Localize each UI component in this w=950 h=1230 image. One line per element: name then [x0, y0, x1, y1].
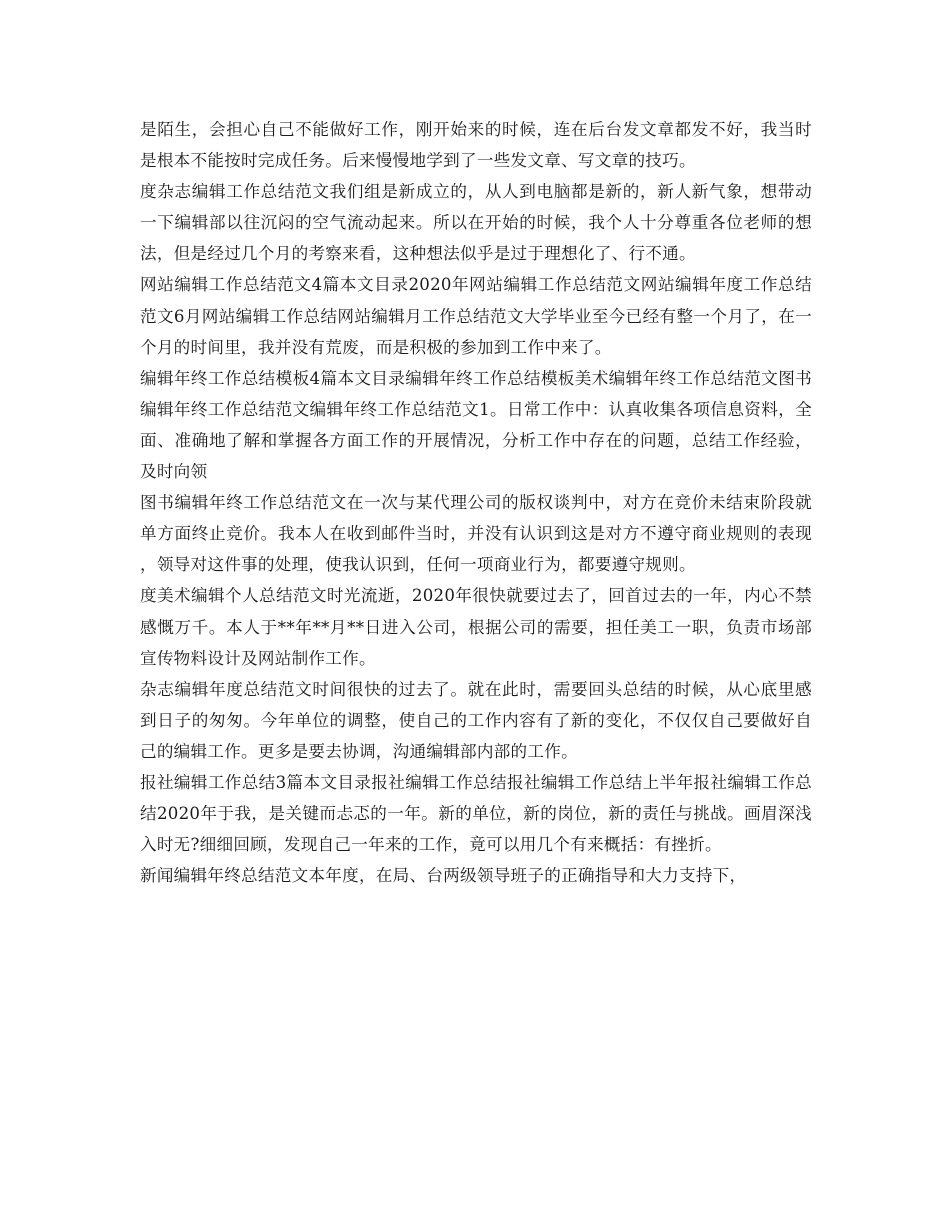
paragraph-2: 度杂志编辑工作总结范文我们组是新成立的，从人到电脑都是新的，新人新气象，想带动一下编辑部以往沉闷的空气流动起来。所以在开始的时候，我个人十分尊重各位老师的想法，但是经过几个月的考察来看，这种想法似乎是过于理想化了、行不通。	[140, 182, 812, 264]
document-body	[140, 114, 812, 891]
paragraph-6: 度美术编辑个人总结范文时光流逝，2020年很快就要过去了，回首过去的一年，内心不禁感慨万千。本人于**年**月**日进入公司，根据公司的需要，担任美工一职，负责市场部宣传物料设计及网站制作工作。	[140, 586, 812, 668]
paragraph-3: 网站编辑工作总结范文4篇本文目录2020年网站编辑工作总结范文网站编辑年度工作总结范文6月网站编辑工作总结网站编辑月工作总结范文大学毕业至今已经有整一个月了，在一个月的时间里，我并没有荒废，而是积极的参加到工作中来了。	[140, 275, 812, 357]
paragraph-9: 新闻编辑年终总结范文本年度，在局、台两级领导班子的正确指导和大力支持下，	[140, 866, 747, 886]
paragraph-8: 报社编辑工作总结3篇本文目录报社编辑工作总结报社编辑工作总结上半年报社编辑工作总结2020年于我，是关键而忐忑的一年。新的单位，新的岗位，新的责任与挑战。画眉深浅入时无?细细回顾，发现自己一年来的工作，竟可以用几个有来概括：有挫折。	[140, 772, 812, 855]
paragraph-5: 图书编辑年终工作总结范文在一次与某代理公司的版权谈判中，对方在竞价未结束阶段就单方面终止竞价。我本人在收到邮件当时，并没有认识到这是对方不遵守商业规则的表现，领导对这件事的处理，使我认识到，任何一项商业行为，都要遵守规则。	[140, 493, 812, 575]
paragraph-7: 杂志编辑年度总结范文时间很快的过去了。就在此时，需要回头总结的时候，从心底里感到日子的匆匆。今年单位的调整，使自己的工作内容有了新的变化，不仅仅自己要做好自己的编辑工作。更多是要去协调，沟通编辑部内部的工作。	[140, 679, 812, 761]
paragraph-1: 是陌生，会担心自己不能做好工作，刚开始来的时候，连在后台发文章都发不好，我当时是根本不能按时完成任务。后来慢慢地学到了一些发文章、写文章的技巧。	[140, 120, 812, 171]
paragraph-4: 编辑年终工作总结模板4篇本文目录编辑年终工作总结模板美术编辑年终工作总结范文图书编辑年终工作总结范文编辑年终工作总结范文1。日常工作中：认真收集各项信息资料，全面、准确地了解和掌握各方面工作的开展情况，分析工作中存在的问题，总结工作经验，及时向领	[140, 368, 812, 482]
